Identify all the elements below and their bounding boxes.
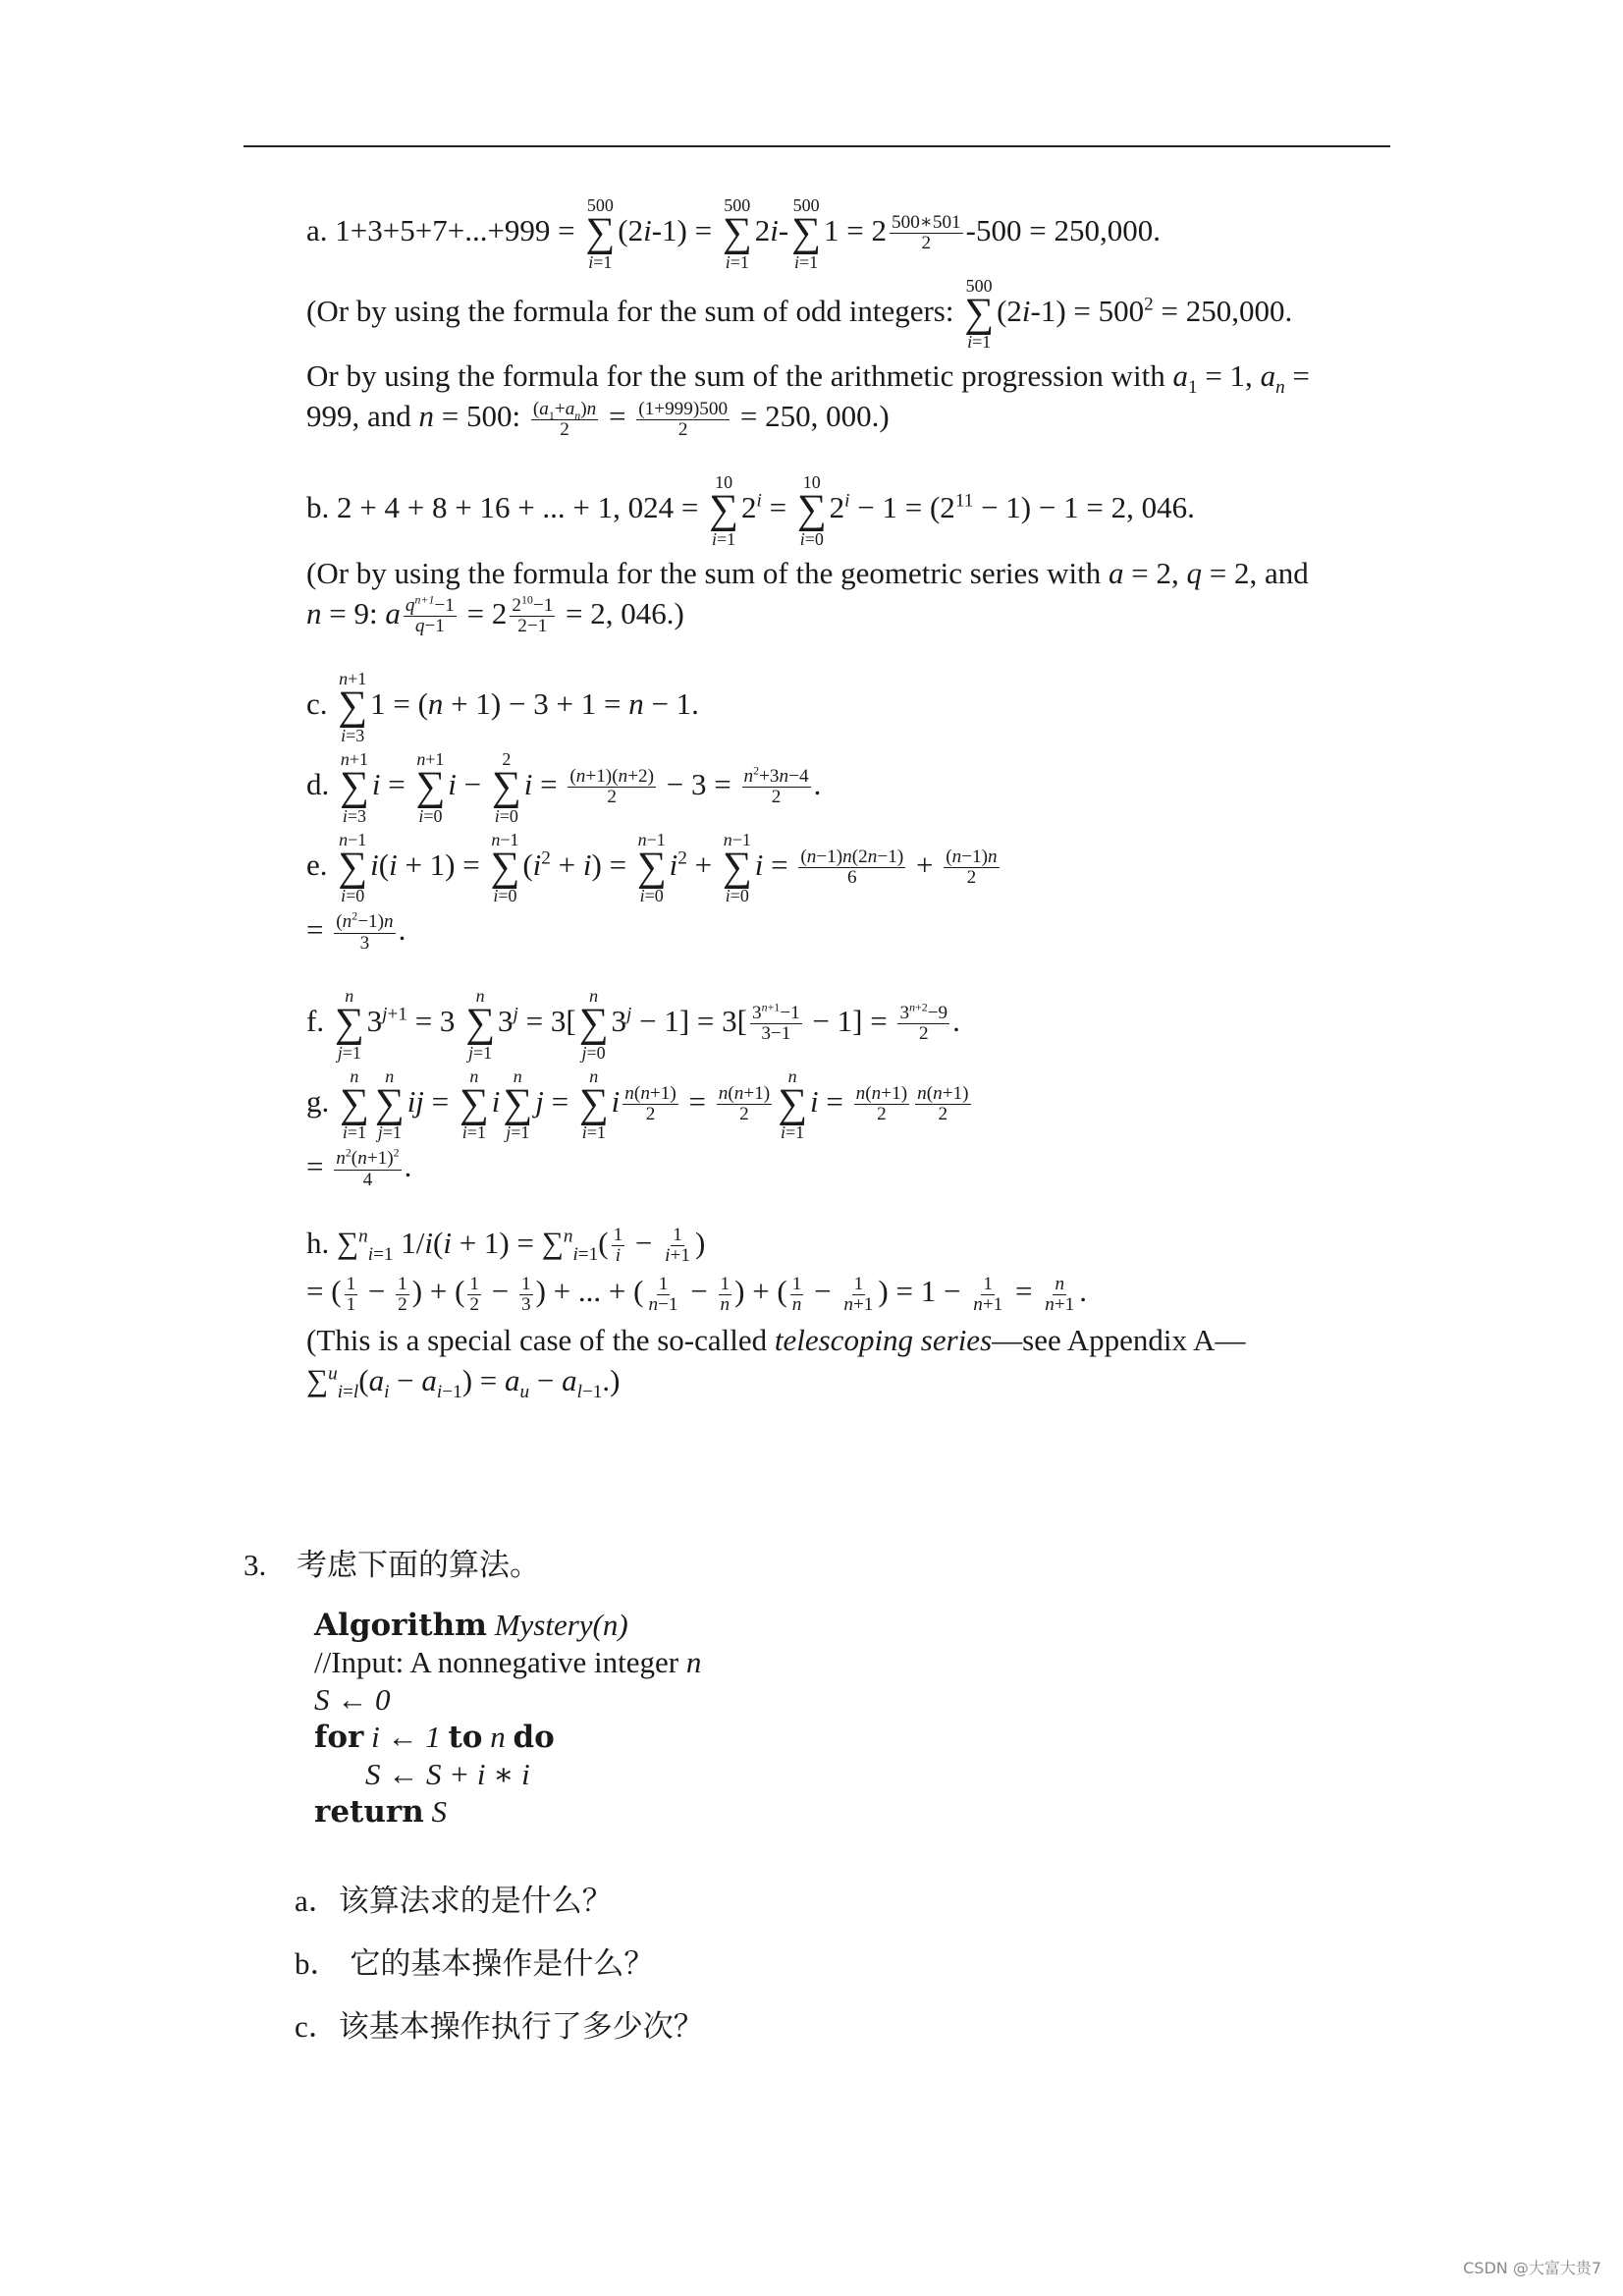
- solutions-block: [306, 196, 1327, 1401]
- question-list: [295, 1876, 704, 2064]
- algorithm-keyword: Algorithm: [314, 1608, 487, 1643]
- solution-f: f. n ∑ j=1 $3^{j+1} = 3$ n ∑ j=1 $3^j = 3$[ n ∑ j=0 $3^j - 1] = 3$[ $\frac{3^{n+1}-1}{3-1}$ − 1] = $\frac{3^{n+2}-9}{2}$ .: [306, 985, 960, 1063]
- solution-a-arith-formula: Or by using the formula for the sum of the arithmetic progression with $a_1 = 1$, $a_n = 999$, and n = 500: $\frac{(a_1+a_n)n}{2}$ = $\frac{(1+999)500}{2}$ = 250, 000.): [306, 358, 1310, 440]
- question-label: b．: [295, 1946, 341, 1981]
- solution-e: e. n−1 ∑ i=0 i(i + 1) = n−1 ∑ i=0 $(i^2 + i)$ = n−1 ∑ i=0 $i^2$ + n−1 ∑ i=0 i = $\frac{(n-1)n(2n-1)}{6}$ + $\frac{(n-1)n}{2}$: [306, 829, 998, 906]
- loop-end: n: [490, 1720, 506, 1754]
- solution-h-expansion: = ( $\frac{1}{1}$ − $\frac{1}{2}$ ) + ( $\frac{1}{2}$ − $\frac{1}{3}$ ) + ... + ( $\frac{1}{n-1}$ − $\frac{1}{n}$ ) + ( $\frac{1}{n}$ − $\frac{1}{n+1}$ ) = 1 − $\frac{1}{n+1}$ = $\frac{n}{n+1}$ .: [306, 1273, 1088, 1315]
- solution-g-result: = $\frac{n^2(n+1)^2}{4}$ .: [306, 1146, 412, 1190]
- algorithm-input-comment: [314, 1644, 701, 1681]
- question-text: 它的基本操作是什么？: [350, 1946, 655, 1982]
- question-item: [295, 1939, 704, 2001]
- solution-d: d. n+1 ∑ i=3 i = n+1 ∑ i=0 i − 2 ∑ i=0 i = $\frac{(n+1)(n+2)}{2}$ − 3 = $\frac{n^2+3n-4}{2}$ .: [306, 748, 822, 826]
- question-item: [295, 1876, 704, 1939]
- question-label: a．: [295, 1884, 339, 1918]
- solution-b-geometric: (Or by using the formula for the sum of the geometric series with a = 2, q = 2, and n = 9: a $\frac{q^{n+1}-1}{q-1}$ = 2 $\frac{2^{10}-1}{2-1}$ = 2, 046.): [306, 555, 1309, 636]
- solution-h-note: (This is a special case of the so-called telescoping series—see Appendix $A—\sum^u_{i=l}(a_i - a_{i-1}) = a_u - a_{l-1}$.): [306, 1322, 1246, 1403]
- question-number: 3.: [243, 1548, 267, 1582]
- question-item: [295, 2001, 704, 2064]
- solution-g: g. n ∑ i=1 n ∑ j=1 ij = n ∑ i=1 i n ∑ j=1 j = n ∑ i=1 i $\frac{n(n+1)}{2}$ = $\frac{n(n+1)}{2}$ n ∑ i=1 i = $\frac{n(n+1)}{2}$ $\frac{n(n+1)}{2}$: [306, 1066, 969, 1143]
- solution-c: c. n+1 ∑ i=3 1 = (n + 1) − 3 + 1 = n − 1.: [306, 669, 699, 745]
- algorithm-name: Mystery(n): [494, 1608, 628, 1642]
- question-3-heading: [243, 1540, 540, 1584]
- question-label: c．: [295, 2009, 339, 2044]
- return-var: S: [431, 1794, 448, 1829]
- algorithm-for-line: [314, 1719, 701, 1756]
- question-title: 考虑下面的算法。: [297, 1548, 540, 1583]
- input-comment-text: //Input: A nonnegative integer: [314, 1645, 679, 1679]
- solution-e-result: = $\frac{(n^2-1)n}{3}$ .: [306, 909, 406, 954]
- solution-h: h. ∑$^n_{i=1}$ 1/i(i + 1) = ∑$^n_{i=1}$( $\frac{1}{i}$ − $\frac{1}{i+1}$ ): [306, 1225, 706, 1267]
- solution-a: a. 1+3+5+7+...+999 = 500 ∑ i=1 (2i-1) = 500 ∑ i=1 2i- 500 ∑ i=1 1 = 2 $\frac{500∗501}{2}$ -500 = 250,000.: [306, 195, 1161, 272]
- input-var: n: [685, 1645, 702, 1679]
- loop-var: i ← 1: [371, 1720, 441, 1754]
- solution-b: b. 2 + 4 + 8 + 16 + ... + 1, 024 = 10 ∑ i=1 $2^i$ = 10 ∑ i=0 $2^i - 1 = (2^{11} - 1) - 1 = 2$, 046.: [306, 471, 1195, 549]
- return-keyword: return: [314, 1794, 424, 1830]
- question-text: 该基本操作执行了多少次？: [338, 2009, 704, 2045]
- algorithm-return: [314, 1793, 701, 1831]
- watermark: CSDN @大富大贵7: [1463, 2259, 1601, 2277]
- solution-a-odd-formula: (Or by using the formula for the sum of odd integers: 500 ∑ i=1 $(2i-1) = 500^2 = 250,000$.: [306, 275, 1293, 353]
- for-keyword: for: [314, 1720, 364, 1755]
- to-keyword: to: [448, 1720, 483, 1755]
- algorithm-loop-body: S ← S + i ∗ i: [365, 1757, 530, 1791]
- top-rule: [243, 145, 1390, 147]
- algorithm-header: [314, 1607, 701, 1644]
- algorithm-init: S ← 0: [314, 1682, 391, 1717]
- question-text: 该算法求的是什么？: [338, 1884, 613, 1919]
- do-keyword: do: [513, 1720, 555, 1755]
- algorithm-block: [314, 1607, 701, 1831]
